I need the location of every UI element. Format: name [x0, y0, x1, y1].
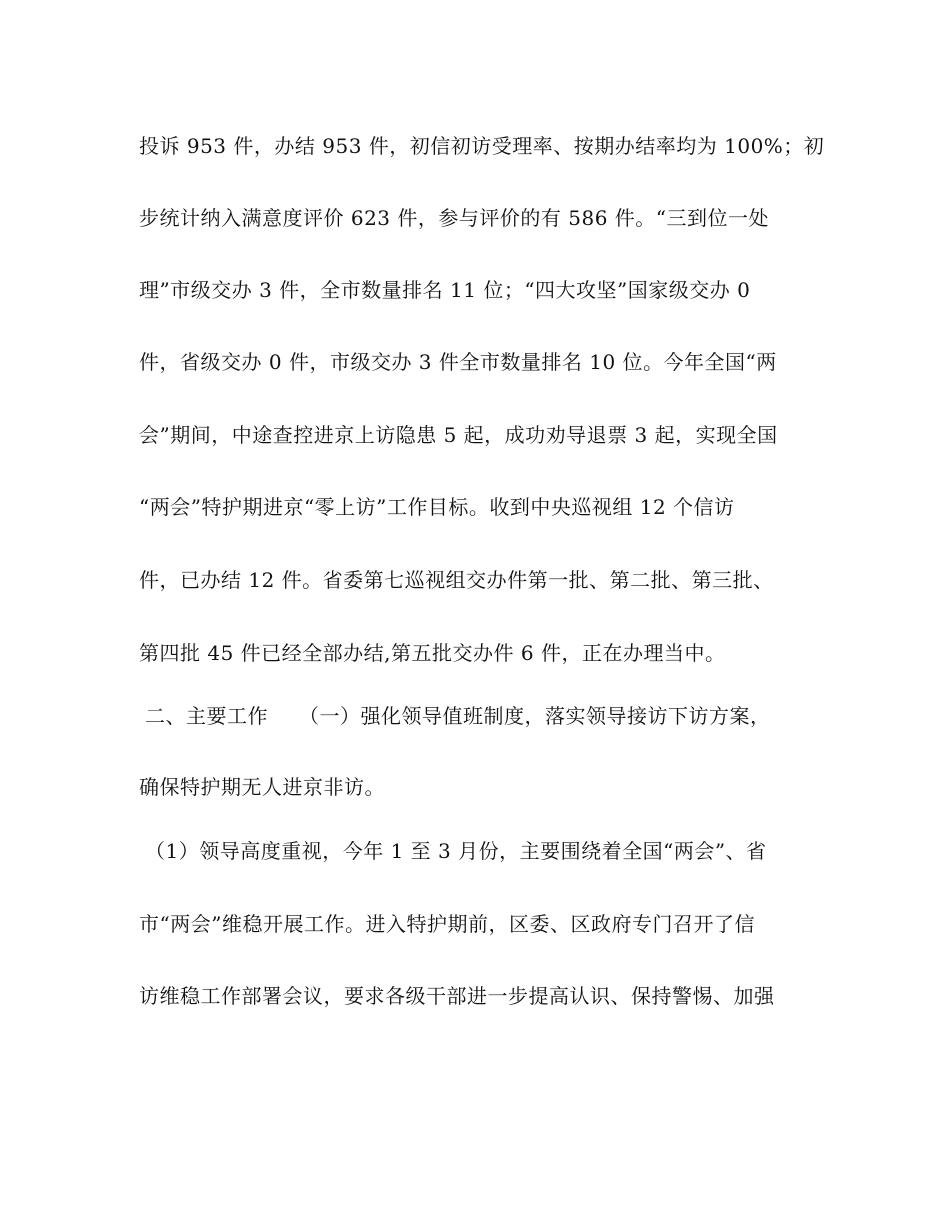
paragraph-line: 件，已办结 12 件。省委第七巡视组交办件第一批、第二批、第三批、 [139, 568, 774, 592]
paragraph-line: 确保特护期无人进京非访。 [139, 775, 385, 799]
paragraph-line: 会”期间，中途查控进京上访隐患 5 起，成功劝导退票 3 起，实现全国 [139, 423, 778, 447]
paragraph-line: 第四批 45 件已经全部办结,第五批交办件 6 件，正在办理当中。 [139, 641, 726, 665]
paragraph-line: 市“两会”维稳开展工作。进入特护期前，区委、区政府专门召开了信 [139, 912, 755, 936]
paragraph-line: （1）领导高度重视，今年 1 至 3 月份，主要围绕着全国“两会”、省 [145, 839, 767, 863]
paragraph-line: 理”市级交办 3 件，全市数量排名 11 位；“四大攻坚”国家级交办 0 [139, 278, 751, 302]
paragraph-line: 件，省级交办 0 件，市级交办 3 件全市数量排名 10 位。今年全国“两 [139, 350, 777, 374]
section-heading-line: 二、主要工作 （一）强化领导值班制度，落实领导接访下访方案， [145, 704, 771, 728]
paragraph-line: 投诉 953 件，办结 953 件，初信初访受理率、按期办结率均为 100%；初 [139, 134, 825, 158]
paragraph-line: 访维稳工作部署会议，要求各级干部进一步提高认识、保持警惕、加强 [139, 984, 775, 1008]
paragraph-line: 步统计纳入满意度评价 623 件，参与评价的有 586 件。“三到位一处 [139, 206, 770, 230]
paragraph-line: “两会”特护期进京“零上访”工作目标。收到中央巡视组 12 个信访 [139, 495, 735, 519]
